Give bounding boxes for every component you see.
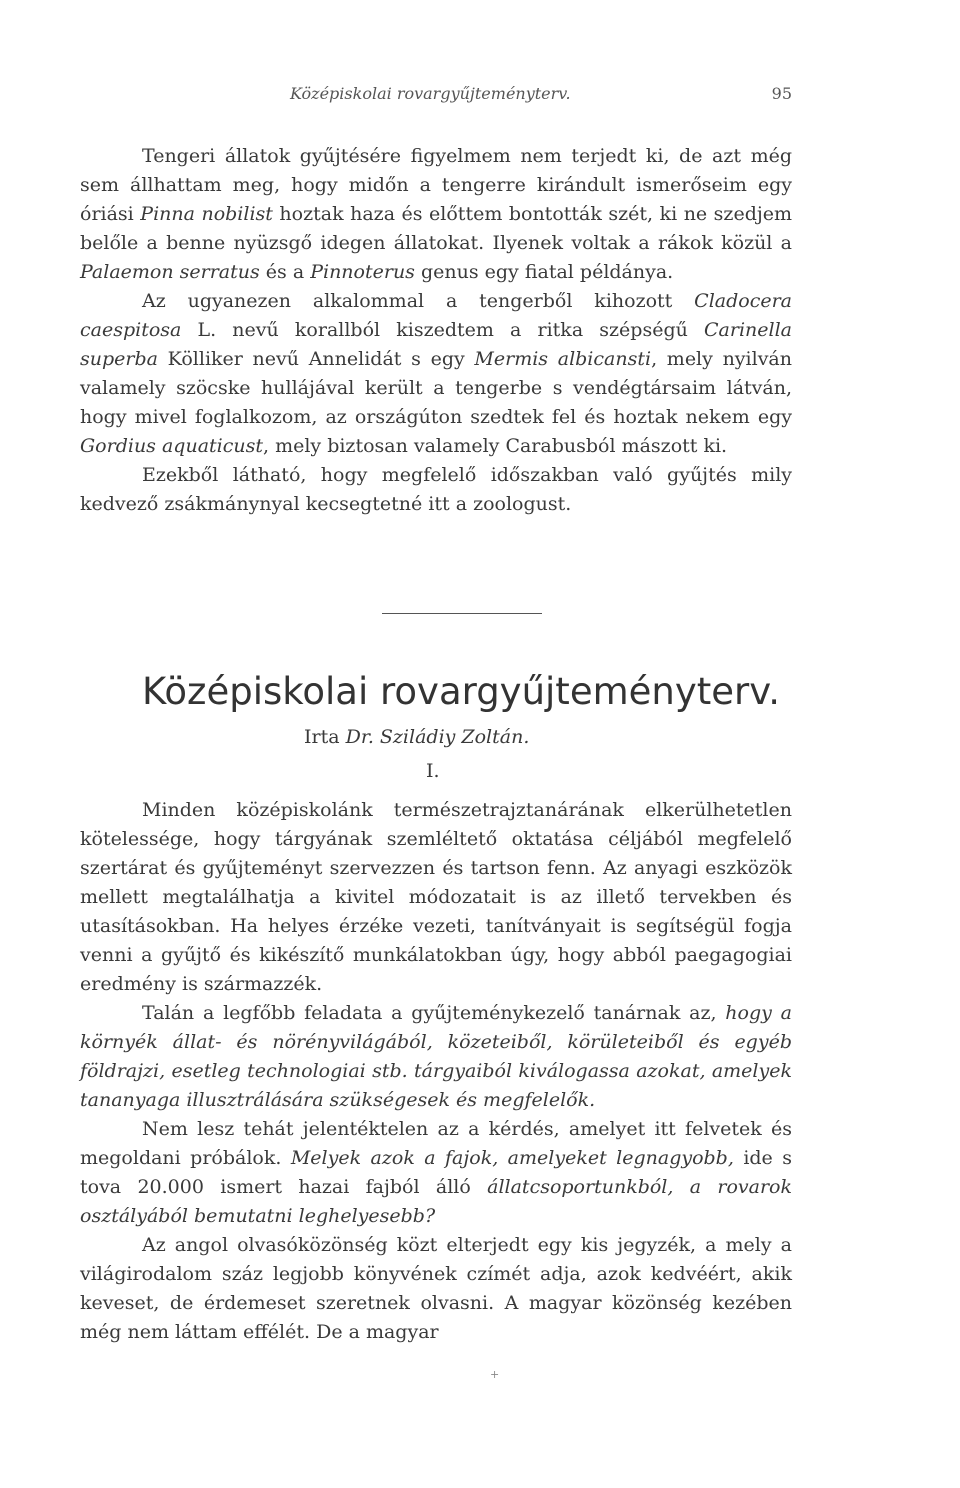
article-body [80, 796, 792, 1347]
text-run: Kölliker nevű Annelidát s egy [157, 348, 475, 370]
italic-run: hogy a környék állat- és nörényvilágából, közeteiből, körületeiből és egyéb földrajzi, esetleg technologiai stb. tárgyaiból kiválogassa azokat, amelyek tananyaga illusztrálására szükségesek és megfelelők. [80, 1002, 792, 1111]
text-run: hoztak haza és előttem bontották szét, ki ne szedjem belőle a benne nyüzsgő idegen állatokat. Ilyenek voltak a rákok közül a [80, 203, 793, 254]
italic-run: Carinella superba [80, 319, 792, 370]
running-head [290, 84, 792, 108]
footer-mark: + [490, 1368, 500, 1381]
italic-run: Gordius aquaticust [80, 435, 263, 457]
text-run: és a [259, 261, 311, 283]
text-run: Talán a legfőbb feladata a gyűjteménykezelő tanárnak az, [142, 1002, 726, 1024]
text-run: Ezekből látható, hogy megfelelő időszakban való gyűjtés mily kedvező zsákmánynyal kecsegtetné itt a zoologust. [80, 464, 792, 515]
section-divider [382, 613, 542, 614]
body-paragraph-4 [80, 1231, 792, 1347]
running-head-title: Középiskolai rovargyűjteményterv. [290, 84, 571, 103]
body-paragraph-3 [80, 1115, 792, 1231]
text-run: genus egy fiatal példánya. [414, 261, 674, 283]
italic-run: Pinna nobilist [140, 203, 273, 225]
text-run: Nem lesz tehát jelentéktelen az a kérdés, amelyet itt felvetek és megoldani próbálok. [80, 1118, 792, 1169]
italic-run: állatcsoportunkból, a rovarok osztályából bemutatni leghelyesebb? [80, 1176, 792, 1227]
text-run: Minden középiskolánk természetrajztanárának elkerülhetetlen kötelessége, hogy tárgyának szemléltető oktatása céljából megfelelő szertárat és gyűjteményt szervezzen és tartson fenn. Az anyagi eszközök mellett megtalálhatja a kivitel módozatait is az illető tervekben és utasításokban. Ha helyes érzéke vezeti, tanítványait is segítségül fogja venni a gyűjtő és kikészítő munkálatokban úgy, hogy abból paegagogiai eredmény is származzék. [80, 799, 792, 995]
italic-run: Palaemon serratus [80, 261, 260, 283]
text-run: Az ugyanezen alkalommal a tengerből kihozott [142, 290, 695, 312]
italic-run: Pinnoterus [310, 261, 415, 283]
page-number: 95 [771, 84, 792, 103]
text-run: Tengeri állatok gyűjtésére figyelmem nem terjedt ki, de azt még sem állhattam meg, hogy midőn a tengerre kirándult ismerőseim egy óriási [80, 145, 792, 225]
byline-prefix: Irta [304, 726, 346, 748]
text-run: , mely nyilván valamely szöcske hullájával került a tengerbe s vendégtársaim látván, hogy mivel foglalkozom, az országúton szedtek fel és hoztak nekem egy [80, 348, 792, 428]
byline-author: Dr. Sziládiy Zoltán. [345, 726, 530, 748]
byline [304, 726, 529, 748]
intro-paragraph-1 [80, 142, 792, 287]
text-run: L. nevű korallból kiszedtem a ritka szépségű [181, 319, 704, 341]
section-number: I. [426, 760, 440, 782]
intro-text [80, 142, 792, 519]
italic-run: Mermis albicansti [474, 348, 652, 370]
body-paragraph-1 [80, 796, 792, 999]
italic-run: Cladocera caespitosa [80, 290, 792, 341]
document-page [80, 0, 792, 1488]
italic-run: Melyek azok a fajok, amelyeket legnagyobb, [290, 1147, 734, 1169]
text-run: Az angol olvasóközönség közt elterjedt egy kis jegyzék, a mely a világirodalom száz legjobb könyvének czímét adja, azok kedvéért, akik keveset, de érdemeset szeretnek olvasni. A magyar közönség kezében még nem láttam effélét. De a magyar [80, 1234, 792, 1343]
text-run: ide s tova 20.000 ismert hazai fajból álló [80, 1147, 792, 1198]
body-paragraph-2 [80, 999, 792, 1115]
intro-paragraph-3 [80, 461, 792, 519]
intro-paragraph-2 [80, 287, 792, 461]
article-title: Középiskolai rovargyűjteményterv. [142, 670, 780, 713]
text-run: , mely biztosan valamely Carabusból mászott ki. [263, 435, 728, 457]
